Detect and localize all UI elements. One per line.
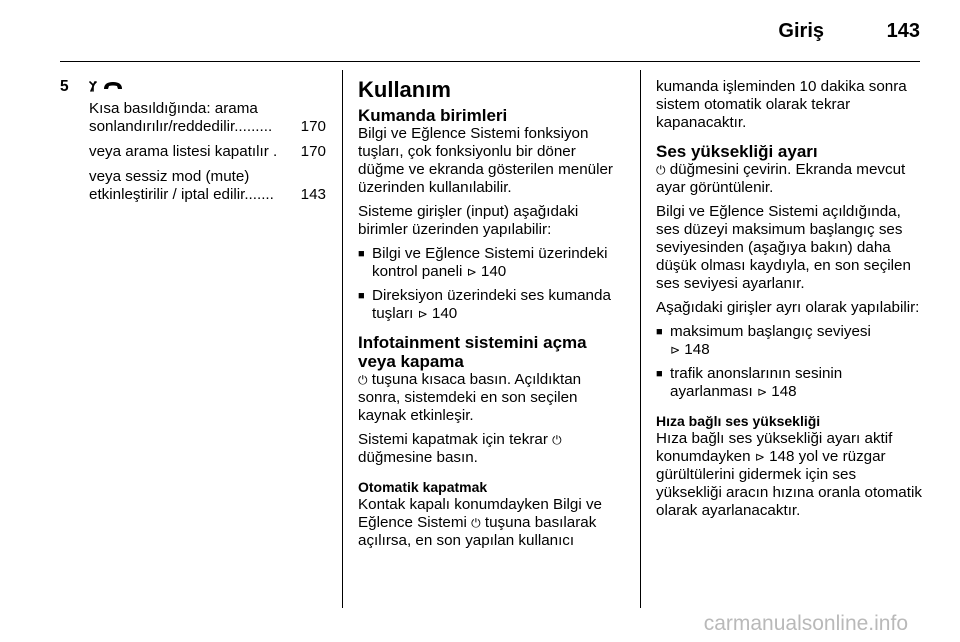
page-reference: 148 <box>771 383 797 400</box>
reference-arrow-icon: ⊳ <box>417 307 428 321</box>
paragraph: Aşağıdaki girişler ayrı olarak yapılabilir: <box>656 299 920 316</box>
toc-entry <box>89 143 326 161</box>
toc-entry-last-line <box>89 143 326 161</box>
list-item: ■ trafik anonslarının sesinin ayarlanması ⊳ 148 <box>656 365 924 401</box>
paragraph: Bilgi ve Eğlence Sistemi fonksiyon tuşları, çok fonksiyonlu bir döner düğme ve ekranda gösterilen menüler üzerinden kullanılabilir. <box>358 125 613 196</box>
toc-list <box>89 118 326 204</box>
section-title-control-units: Kumanda birimleri <box>358 106 508 125</box>
section-title-volume: Ses yüksekliği ayarı <box>656 142 818 161</box>
reference-arrow-icon: ⊳ <box>754 450 765 464</box>
toc-entry-last-line <box>89 186 326 204</box>
list-item: ■ Bilgi ve Eğlence Sistemi üzerindeki kontrol paneli ⊳ 140 <box>358 245 626 281</box>
subsection-title-auto-off: Otomatik kapatmak <box>358 479 488 495</box>
page-reference: 148 <box>684 341 710 358</box>
paragraph: Hıza bağlı ses yüksekliği ayarı aktif konumdayken ⊳ 148 yol ve rüzgar gürültülerini gidermek için ses yüksekliği aracın hızına oranla otomatik olarak ayarlanacaktır. <box>656 430 922 519</box>
toc-entry-last-line <box>89 118 326 136</box>
watermark: carmanualsonline.info <box>703 612 908 635</box>
power-icon: ⏻ <box>656 163 666 177</box>
toc-entry <box>89 168 326 204</box>
paragraph: Kontak kapalı konumdayken Bilgi ve Eğlence Sistemi ⏻ tuşuna basılarak açılırsa, en son yapılan kullanıcı <box>358 496 602 549</box>
header-rule <box>60 61 920 62</box>
page-reference: 140 <box>480 263 507 280</box>
page-reference: 170 <box>300 118 326 135</box>
power-icon: ⏻ <box>358 373 368 387</box>
toc-leader-dots: . <box>268 143 278 160</box>
intro-text: Kısa basıldığında: arama <box>89 100 258 117</box>
phone-hangup-icon <box>104 82 122 89</box>
reference-arrow-icon: ⊳ <box>466 265 477 279</box>
paragraph: Sisteme girişler (input) aşağıdaki birimler üzerinden yapılabilir: <box>358 203 579 238</box>
page-reference: 170 <box>300 143 326 160</box>
chapter-title: Kullanım <box>358 77 451 102</box>
page-number: 143 <box>886 20 920 42</box>
paragraph: ⏻ düğmesini çevirin. Ekranda mevcut ayar görüntülenir. <box>656 161 906 196</box>
item-icons <box>88 78 130 99</box>
paragraph: Sistemi kapatmak için tekrar ⏻ düğmesine basın. <box>358 431 562 466</box>
power-icon: ⏻ <box>471 516 481 530</box>
column-divider-2 <box>640 70 641 608</box>
column-2 <box>358 78 626 556</box>
toc-entry-text: etkinleştirilir / iptal edilir....... <box>89 186 274 203</box>
item-number: 5 <box>60 78 69 95</box>
paragraph: ⏻ tuşuna kısaca basın. Açıldıktan sonra, sistemdeki en son seçilen kaynak etkinleşir. <box>358 371 582 424</box>
bullet-list <box>358 245 626 323</box>
list-item: ■ maksimum başlangıç seviyesi ⊳ 148 <box>656 323 924 359</box>
toc-leader-dots: ......... <box>234 118 273 135</box>
toc-entry-text: veya arama listesi kapatılır . <box>89 143 278 160</box>
subsection-title-speed-volume: Hıza bağlı ses yüksekliği <box>656 413 821 429</box>
page-reference: 140 <box>431 305 458 322</box>
bullet-list <box>656 323 924 401</box>
mute-icon <box>88 78 130 94</box>
paragraph: kumanda işleminden 10 dakika sonra sistem otomatik olarak tekrar kapanacaktır. <box>656 78 907 131</box>
reference-arrow-icon: ⊳ <box>756 385 768 399</box>
page-header <box>0 0 960 62</box>
toc-entry-text: sonlandırılır/reddedilir......... <box>89 118 273 135</box>
power-icon: ⏻ <box>552 433 562 447</box>
column-3 <box>656 78 924 526</box>
toc-entry-line: veya sessiz mod (mute) <box>89 168 250 185</box>
column-divider-1 <box>342 70 343 608</box>
page-section-title: Giriş <box>778 20 824 42</box>
paragraph: Bilgi ve Eğlence Sistemi açıldığında, ses düzeyi maksimum başlangıç ses seviyesinden (aşağıya bakın) daha düşük olması kaydıyla, en son seçilen ses seviyesi ayarlanır. <box>656 203 911 292</box>
list-item: ■ Direksiyon üzerindeki ses kumanda tuşları ⊳ 140 <box>358 287 626 323</box>
section-title-power: Infotainment sistemini açma veya kapama <box>358 333 587 371</box>
toc-entry <box>89 118 326 136</box>
page-reference: 143 <box>300 186 326 203</box>
column-1 <box>60 78 326 211</box>
toc-leader-dots: ....... <box>244 186 274 203</box>
reference-arrow-icon: ⊳ <box>670 343 681 357</box>
